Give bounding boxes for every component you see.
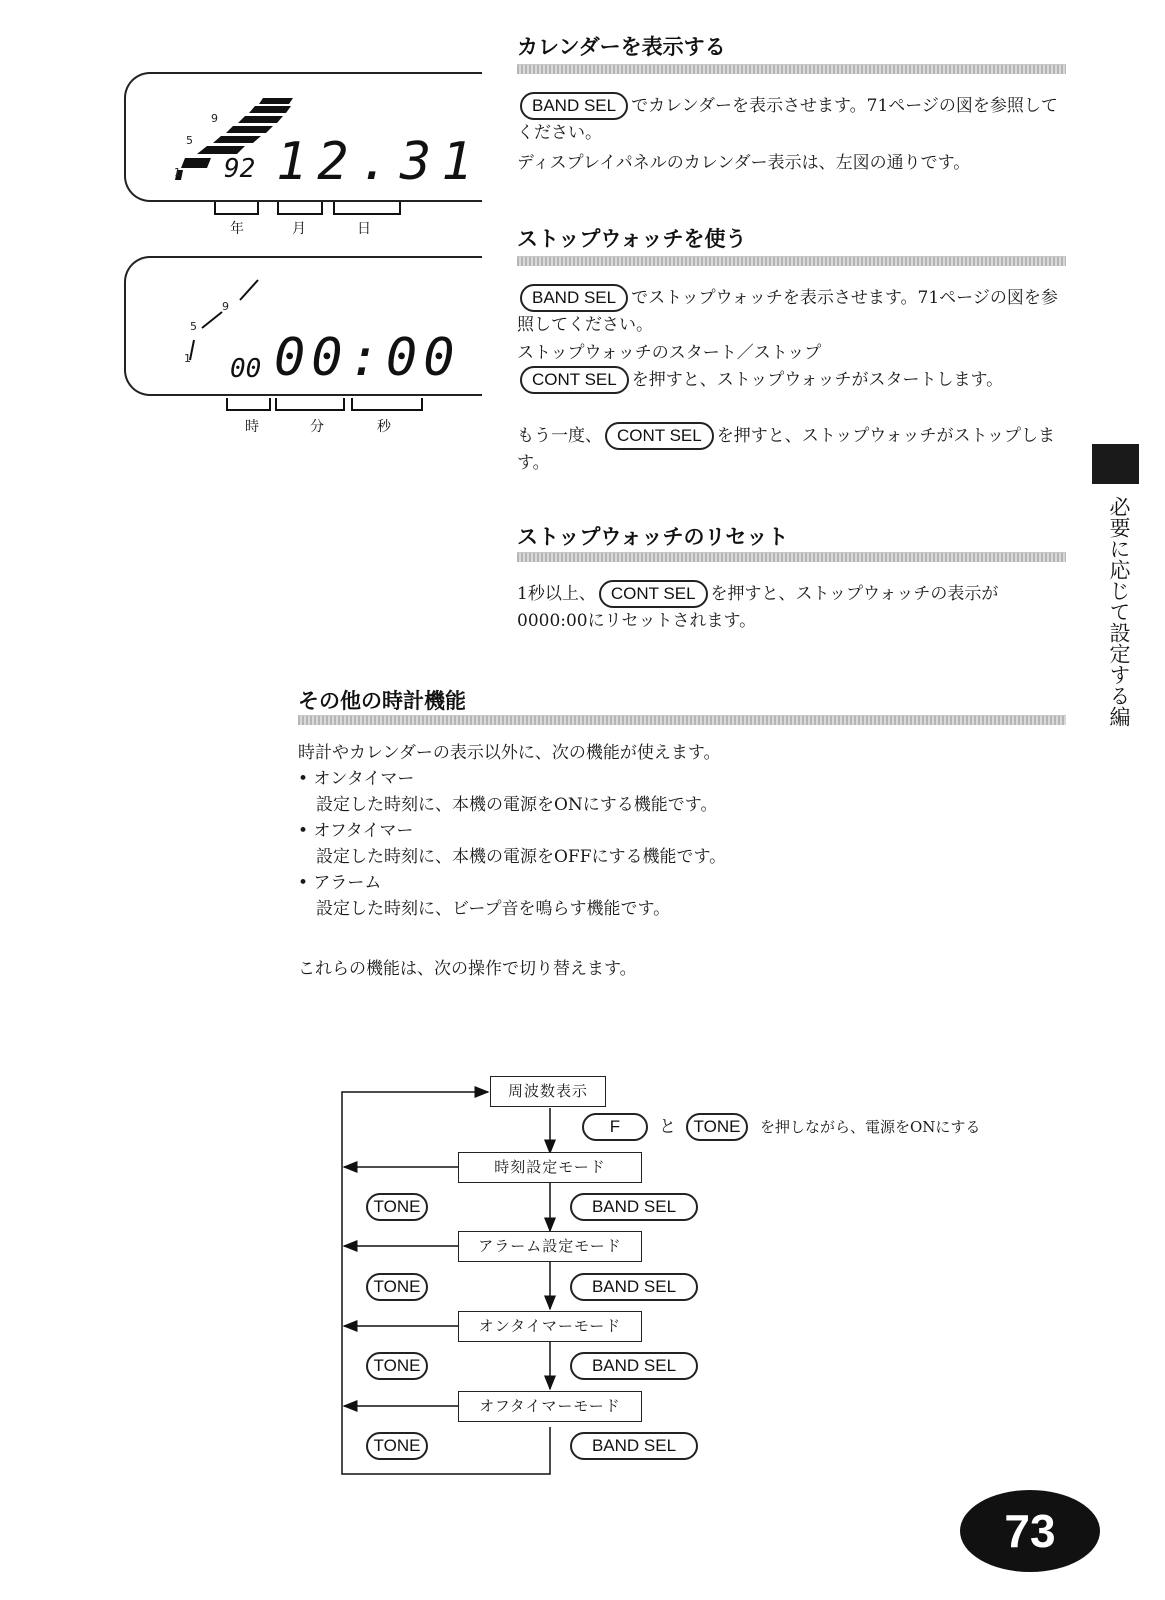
stopwatch-p3-text: を押すと、ストップウォッチがスタートします。 bbox=[631, 370, 1004, 390]
and-text: と bbox=[659, 1117, 676, 1137]
time-set-mode-box: 時刻設定モード bbox=[458, 1152, 642, 1183]
label-hour: 時 bbox=[245, 419, 259, 435]
list-item: • オフタイマー bbox=[298, 821, 414, 841]
label-day: 日 bbox=[357, 221, 371, 237]
scale-9: 9 bbox=[211, 112, 218, 125]
year-digits: 92 bbox=[224, 154, 256, 184]
label-month: 月 bbox=[292, 221, 306, 237]
tone-key: TONE bbox=[686, 1113, 748, 1141]
band-sel-key: BAND SEL bbox=[520, 92, 628, 120]
band-sel-key: BAND SEL bbox=[520, 284, 628, 312]
band-sel-key: BAND SEL bbox=[570, 1273, 698, 1301]
scale-9: 9 bbox=[222, 300, 229, 313]
power-on-instruction: を押しながら、電源をONにする bbox=[760, 1118, 981, 1136]
reset-text: を押すと、ストップウォッチの表示が0000:00にリセットされます。 bbox=[517, 584, 999, 631]
scale-5: 5 bbox=[190, 320, 197, 333]
stopwatch-big-digits: 00:00 bbox=[274, 328, 461, 388]
tone-key: TONE bbox=[366, 1273, 428, 1301]
reset-heading: ストップウォッチのリセット bbox=[517, 525, 789, 549]
alarm-set-mode-box: アラーム設定モード bbox=[458, 1231, 642, 1262]
cont-sel-key: CONT SEL bbox=[605, 422, 714, 450]
calendar-paragraph-2: ディスプレイパネルのカレンダー表示は、左図の通りです。 bbox=[517, 153, 971, 173]
stopwatch-p4-text: を押すと、ストップウォッチがストップします。 bbox=[517, 426, 1056, 473]
stopwatch-paragraph-2: ストップウォッチのスタート／ストップ bbox=[517, 343, 822, 363]
date-digits: 12.31 bbox=[276, 132, 483, 192]
band-sel-key: BAND SEL bbox=[570, 1352, 698, 1380]
off-timer-mode-box: オフタイマーモード bbox=[458, 1391, 642, 1422]
stopwatch-heading: ストップウォッチを使う bbox=[517, 227, 747, 251]
other-intro: 時計やカレンダーの表示以外に、次の機能が使えます。 bbox=[298, 743, 721, 763]
label-second: 秒 bbox=[377, 419, 391, 435]
band-sel-key: BAND SEL bbox=[570, 1432, 698, 1460]
on-timer-mode-box: オンタイマーモード bbox=[458, 1311, 642, 1342]
list-item-desc: 設定した時刻に、本機の電源をONにする機能です。 bbox=[316, 795, 718, 815]
page-number-badge: 73 bbox=[960, 1490, 1100, 1572]
reset-pre: 1秒以上、 bbox=[517, 584, 596, 604]
stopwatch-small-digits: 00 bbox=[230, 354, 262, 384]
list-item-desc: 設定した時刻に、本機の電源をOFFにする機能です。 bbox=[316, 847, 727, 867]
cont-sel-key: CONT SEL bbox=[520, 366, 629, 394]
list-item: • アラーム bbox=[298, 873, 382, 893]
other-heading: その他の時計機能 bbox=[298, 689, 466, 713]
scale-1: 1 bbox=[174, 166, 181, 179]
stopwatch-p1-text: でストップウォッチを表示させます。71ページの図を参照してください。 bbox=[517, 288, 1058, 335]
cont-sel-key: CONT SEL bbox=[599, 580, 708, 608]
tone-key: TONE bbox=[366, 1352, 428, 1380]
tone-key: TONE bbox=[366, 1193, 428, 1221]
stopwatch-p4-pre: もう一度、 bbox=[517, 426, 602, 446]
scale-5: 5 bbox=[186, 134, 193, 147]
label-minute: 分 bbox=[310, 419, 324, 435]
chapter-tab-label: 必要に応じて設定する編 bbox=[1107, 496, 1131, 727]
scale-1: 1 bbox=[184, 352, 191, 365]
band-sel-key: BAND SEL bbox=[570, 1193, 698, 1221]
tone-key: TONE bbox=[366, 1432, 428, 1460]
calendar-p1-text: でカレンダーを表示させます。71ページの図を参照してください。 bbox=[517, 96, 1058, 143]
other-outro: これらの機能は、次の操作で切り替えます。 bbox=[298, 959, 637, 979]
label-year: 年 bbox=[230, 221, 244, 237]
frequency-display-box: 周波数表示 bbox=[490, 1076, 606, 1107]
list-item-desc: 設定した時刻に、ビープ音を鳴らす機能です。 bbox=[316, 899, 671, 919]
f-key: F bbox=[582, 1113, 648, 1141]
list-item: • オンタイマー bbox=[298, 769, 415, 789]
calendar-heading: カレンダーを表示する bbox=[517, 35, 726, 59]
